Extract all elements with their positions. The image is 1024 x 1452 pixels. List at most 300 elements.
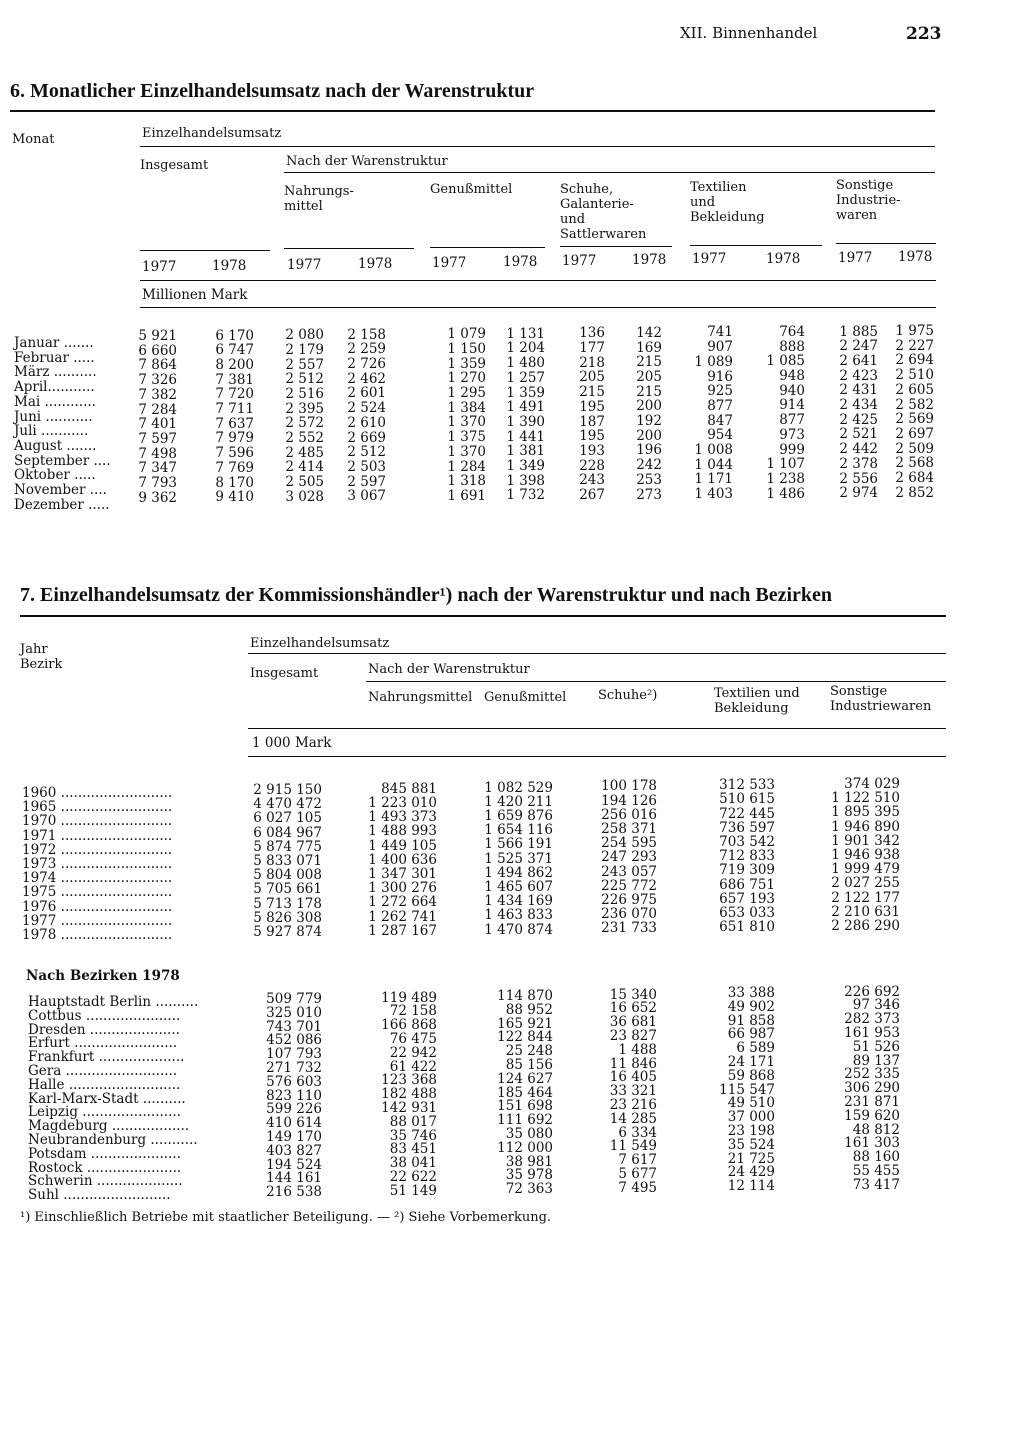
t7-cell: 194 524 (266, 1156, 322, 1173)
t6-cell: 1 390 (506, 413, 545, 430)
t6-row-label: November .... (14, 482, 107, 498)
t6-cell: 1 238 (766, 470, 805, 487)
t6-col-genuss: Genußmittel (430, 182, 513, 197)
t7-cell: 35 524 (727, 1136, 775, 1153)
t7-cell: 6 589 (736, 1040, 775, 1057)
t6-rule-y1 (140, 250, 270, 251)
t6-col-sonstige: Sonstige Industrie- waren (836, 178, 901, 223)
t7-col-nach: Nach der Warenstruktur (368, 662, 530, 677)
t7-cell: 719 309 (719, 862, 775, 879)
t6-cell: 228 (579, 457, 605, 474)
t6-cell: 200 (636, 427, 662, 444)
t6-cell: 948 (779, 368, 805, 385)
t7-cell: 225 772 (601, 877, 657, 894)
t6-row-label: Juni ........... (14, 408, 93, 425)
t6-cell: 1 318 (447, 473, 486, 490)
t7-cell: 231 871 (844, 1093, 900, 1110)
t7-cell: 165 921 (497, 1015, 553, 1032)
t6-cell: 7 401 (138, 416, 177, 433)
t7-cell: 151 698 (497, 1098, 553, 1115)
t7-cell: 61 422 (389, 1058, 437, 1075)
t6-cell: 195 (579, 428, 605, 445)
t7-col-jahr: Jahr Bezirk (20, 642, 63, 672)
t7-cell: 1 901 342 (831, 832, 900, 849)
t6-year-1978: 1978 (632, 252, 667, 268)
t6-cell: 7 596 (215, 445, 254, 462)
t7-cell: 112 000 (497, 1139, 553, 1156)
t7-cell: 1 525 371 (484, 850, 553, 867)
t6-cell: 2 158 (347, 326, 386, 343)
t7-bezirk-label: Frankfurt .................... (28, 1049, 185, 1066)
t6-cell: 1 384 (447, 399, 486, 416)
t6-rule-years (140, 280, 936, 281)
page-number: 223 (906, 24, 942, 44)
t6-cell: 1 381 (506, 443, 545, 460)
t6-cell: 6 747 (215, 342, 254, 359)
t6-cell: 2 601 (347, 385, 386, 402)
t7-cell: 6 334 (618, 1124, 657, 1141)
t6-cell: 1 486 (766, 485, 805, 502)
t7-cell: 6 084 967 (253, 824, 322, 841)
t7-rule-group (248, 653, 946, 654)
t6-cell: 877 (707, 397, 733, 414)
t6-cell: 267 (579, 487, 605, 503)
t6-cell: 215 (579, 384, 605, 401)
t7-cell: 149 170 (266, 1129, 322, 1145)
t7-cell: 6 027 105 (253, 810, 322, 827)
t7-cell: 1 272 664 (368, 894, 437, 911)
t6-cell: 253 (636, 471, 662, 488)
t7-cell: 5 874 775 (253, 838, 322, 855)
t6-cell: 9 410 (215, 489, 254, 506)
t7-cell: 1 494 862 (484, 864, 553, 881)
t7-cell: 1 493 373 (368, 809, 437, 826)
t7-cell: 15 340 (609, 986, 657, 1003)
t7-year-label: 1965 .......................... (22, 799, 173, 816)
t7-cell: 33 388 (727, 985, 775, 1001)
t7-cell: 712 833 (719, 848, 775, 865)
t7-cell: 216 538 (266, 1184, 322, 1201)
t7-cell: 161 303 (844, 1135, 900, 1152)
t7-year-label: 1972 .......................... (22, 841, 173, 858)
t6-cell: 907 (707, 339, 733, 356)
table6-top-rule (10, 110, 935, 112)
t7-cell: 35 080 (505, 1126, 553, 1142)
t6-cell: 242 (636, 457, 662, 474)
t7-cell: 23 216 (609, 1096, 657, 1113)
t7-cell: 89 137 (852, 1052, 900, 1069)
t6-cell: 2 431 (839, 382, 878, 399)
t7-cell: 5 705 661 (253, 881, 322, 898)
t7-cell: 282 373 (844, 1011, 900, 1028)
t7-col-group: Einzelhandelsumsatz (250, 636, 390, 651)
t6-cell: 7 597 (138, 430, 177, 447)
t7-year-label: 1970 .......................... (22, 813, 173, 830)
t6-cell: 142 (636, 324, 662, 341)
t7-cell: 115 547 (719, 1081, 775, 1098)
t7-cell: 5 677 (618, 1165, 657, 1182)
t7-cell: 24 171 (727, 1054, 775, 1070)
t7-bezirk-label: Hauptstadt Berlin .......... (28, 994, 199, 1010)
t6-rule-nach (284, 172, 935, 173)
t7-cell: 743 701 (266, 1018, 322, 1035)
t6-cell: 2 582 (895, 396, 934, 413)
t7-year-label: 1976 .......................... (22, 898, 173, 915)
t6-row-label: September .... (14, 452, 111, 469)
t7-cell: 12 114 (727, 1178, 775, 1195)
t7-cell: 36 681 (609, 1014, 657, 1031)
t6-cell: 7 793 (138, 475, 177, 491)
t7-cell: 91 858 (727, 1012, 775, 1029)
t6-cell: 1 295 (447, 385, 486, 401)
t6-cell: 193 (579, 442, 605, 459)
t6-year-1977: 1977 (692, 251, 727, 267)
t7-cell: 657 193 (719, 890, 775, 907)
t7-cell: 16 405 (609, 1069, 657, 1086)
t7-cell: 185 464 (497, 1084, 553, 1101)
t7-cell: 1 946 890 (831, 818, 900, 835)
t6-cell: 2 697 (895, 425, 934, 442)
t6-cell: 1 370 (447, 414, 486, 431)
t6-cell: 2 556 (839, 470, 878, 487)
t6-rule-unit (140, 307, 936, 308)
t6-cell: 2 568 (895, 455, 934, 472)
t6-cell: 1 480 (506, 355, 545, 372)
t6-row-label: April........... (14, 379, 95, 396)
t6-col-nach: Nach der Warenstruktur (286, 154, 448, 169)
t7-cell: 35 978 (505, 1167, 553, 1184)
t7-cell: 7 617 (618, 1152, 657, 1169)
t6-year-1977: 1977 (432, 255, 467, 271)
table7-title: 7. Einzelhandelsumsatz der Kommissionshändler¹) nach der Warenstruktur und nach Bezirken (20, 584, 833, 606)
t7-bezirke-heading: Nach Bezirken 1978 (26, 968, 180, 984)
t6-col-nahrung: Nahrungs- mittel (284, 184, 354, 214)
t6-cell: 2 605 (895, 381, 934, 398)
t6-cell: 2 524 (347, 400, 386, 417)
t6-cell: 1 131 (506, 325, 545, 342)
t6-row-label: Mai ............ (14, 393, 96, 410)
t7-cell: 374 029 (844, 776, 900, 792)
t6-cell: 273 (636, 486, 662, 503)
t6-cell: 7 864 (138, 357, 177, 374)
t6-cell: 1 359 (447, 355, 486, 372)
t6-cell: 2 974 (839, 485, 878, 502)
t6-cell: 2 557 (285, 356, 324, 373)
t6-cell: 1 403 (694, 486, 733, 503)
t7-rule-colhead (248, 728, 946, 729)
t6-year-1977: 1977 (838, 250, 873, 266)
t7-cell: 5 826 308 (253, 909, 322, 926)
t6-col-schuhe: Schuhe, Galanterie- und Sattlerwaren (560, 182, 647, 242)
t6-cell: 2 080 (285, 327, 324, 344)
t7-bezirk-label: Gera .......................... (28, 1063, 178, 1079)
t6-cell: 2 569 (895, 411, 934, 428)
t6-rule-y4 (560, 246, 672, 247)
t6-cell: 1 398 (506, 472, 545, 489)
t7-cell: 1 434 169 (484, 893, 553, 910)
t6-cell: 2 485 (285, 444, 324, 461)
t7-cell: 111 692 (497, 1112, 553, 1129)
t7-cell: 73 417 (852, 1176, 900, 1193)
t7-cell: 1 654 116 (484, 822, 553, 839)
t7-cell: 38 981 (505, 1153, 553, 1170)
t6-cell: 5 921 (138, 328, 177, 344)
t6-cell: 7 979 (215, 430, 254, 447)
t7-cell: 83 451 (389, 1141, 437, 1158)
t6-cell: 2 414 (285, 459, 324, 476)
t7-cell: 410 614 (266, 1115, 322, 1132)
t6-year-1978: 1978 (212, 258, 247, 274)
t6-row-label: März .......... (14, 364, 97, 381)
t7-cell: 85 156 (505, 1057, 553, 1073)
t7-cell: 122 844 (497, 1029, 553, 1046)
t7-bezirk-label: Neubrandenburg ........... (28, 1132, 198, 1148)
t7-cell: 510 615 (719, 791, 775, 808)
t7-col-insgesamt: Insgesamt (250, 666, 319, 681)
t6-cell: 1 441 (506, 428, 545, 445)
t7-cell: 252 335 (844, 1066, 900, 1083)
t7-cell: 161 953 (844, 1024, 900, 1041)
t6-row-label: August ....... (14, 437, 97, 454)
t6-cell: 1 349 (506, 458, 545, 475)
t7-bezirk-label: Rostock ...................... (28, 1159, 182, 1176)
t7-rule-nach (366, 681, 946, 682)
t7-cell: 1 465 607 (484, 879, 553, 895)
t6-cell: 243 (579, 472, 605, 489)
t7-year-label: 1977 .......................... (22, 912, 173, 929)
t7-cell: 1 400 636 (368, 851, 437, 868)
t7-year-label: 1960 .......................... (22, 785, 173, 801)
t6-rule-y3 (430, 247, 545, 248)
t7-cell: 236 070 (601, 906, 657, 923)
t7-bezirk-label: Magdeburg .................. (28, 1118, 190, 1135)
t7-cell: 48 812 (852, 1121, 900, 1138)
t7-cell: 5 804 008 (253, 867, 322, 884)
t6-rule-y2 (284, 248, 414, 249)
t7-cell: 2 122 177 (831, 889, 900, 906)
t6-cell: 1 044 (694, 456, 733, 473)
t6-cell: 2 227 (895, 337, 934, 354)
t6-row-label: Januar ....... (14, 335, 94, 351)
t7-cell: 256 016 (601, 806, 657, 823)
t7-cell: 736 597 (719, 819, 775, 836)
t7-cell: 403 827 (266, 1142, 322, 1159)
t6-cell: 914 (779, 397, 805, 414)
t7-cell: 38 041 (389, 1155, 437, 1172)
t6-unit: Millionen Mark (142, 287, 248, 303)
t7-bezirk-label: Potsdam ..................... (28, 1145, 181, 1162)
t6-cell: 1 691 (447, 487, 486, 504)
t7-cell: 1 223 010 (368, 795, 437, 811)
t6-cell: 1 008 (694, 442, 733, 458)
t6-cell: 2 442 (839, 441, 878, 458)
t6-cell: 2 247 (839, 338, 878, 355)
t6-cell: 999 (779, 441, 805, 458)
t6-cell: 169 (636, 339, 662, 356)
t6-cell: 7 769 (215, 459, 254, 476)
t7-cell: 142 931 (381, 1099, 437, 1116)
t7-cell: 72 158 (389, 1003, 437, 1020)
t7-cell: 22 942 (389, 1044, 437, 1061)
t7-cell: 243 057 (601, 863, 657, 880)
t6-cell: 192 (636, 413, 662, 430)
t7-rule-unit (248, 756, 946, 757)
t7-cell: 72 363 (505, 1181, 553, 1198)
t7-cell: 226 692 (844, 983, 900, 1000)
t6-cell: 1 085 (766, 353, 805, 370)
t7-cell: 1 420 211 (484, 793, 553, 810)
t6-cell: 1 257 (506, 369, 545, 386)
t6-cell: 916 (707, 368, 733, 385)
t7-cell: 23 198 (727, 1123, 775, 1139)
t6-cell: 1 885 (839, 323, 878, 340)
t7-col-genuss: Genußmittel (484, 690, 567, 705)
t7-cell: 1 449 105 (368, 837, 437, 854)
t6-cell: 6 660 (138, 342, 177, 359)
t7-cell: 4 470 472 (253, 796, 322, 813)
t7-cell: 166 868 (381, 1017, 437, 1034)
t6-cell: 925 (707, 383, 733, 400)
t7-bezirk-label: Erfurt ........................ (28, 1035, 178, 1052)
t6-cell: 215 (636, 354, 662, 371)
t6-cell: 7 381 (215, 371, 254, 388)
t7-cell: 49 902 (727, 998, 775, 1015)
t7-cell: 258 371 (601, 821, 657, 837)
t6-row-label: Februar ..... (14, 349, 95, 366)
t7-cell: 23 827 (609, 1027, 657, 1044)
t6-cell: 2 434 (839, 397, 878, 413)
t7-cell: 2 915 150 (253, 782, 322, 798)
t7-cell: 1 659 876 (484, 808, 553, 824)
t7-cell: 5 833 071 (253, 853, 322, 869)
t6-year-1978: 1978 (766, 251, 801, 267)
t7-bezirk-label: Suhl ......................... (28, 1187, 171, 1204)
t6-cell: 1 079 (447, 326, 486, 343)
t7-cell: 1 488 (618, 1041, 657, 1058)
t7-cell: 124 627 (497, 1070, 553, 1087)
t6-cell: 3 028 (285, 488, 324, 505)
t7-cell: 5 713 178 (253, 895, 322, 912)
t6-cell: 6 170 (215, 327, 254, 344)
t7-cell: 7 495 (618, 1179, 657, 1196)
t6-cell: 2 694 (895, 352, 934, 369)
t6-row-label: Dezember ..... (14, 496, 110, 513)
t7-cell: 114 870 (497, 988, 553, 1004)
t7-cell: 97 346 (852, 997, 900, 1014)
t7-cell: 182 488 (381, 1086, 437, 1103)
t7-cell: 845 881 (381, 780, 437, 797)
t6-year-1977: 1977 (142, 259, 177, 275)
t7-cell: 452 086 (266, 1032, 322, 1049)
t7-cell: 247 293 (601, 849, 657, 866)
t7-cell: 1 470 874 (484, 921, 553, 938)
t6-col-textil: Textilien und Bekleidung (690, 180, 765, 225)
t6-cell: 215 (636, 383, 662, 400)
t7-bezirk-label: Dresden ..................... (28, 1021, 180, 1038)
t7-cell: 599 226 (266, 1101, 322, 1118)
t6-cell: 1 975 (895, 323, 934, 340)
t6-cell: 1 204 (506, 340, 545, 357)
t7-cell: 76 475 (389, 1030, 437, 1047)
t6-cell: 847 (707, 412, 733, 429)
t7-cell: 100 178 (601, 778, 657, 795)
t7-bezirk-label: Schwerin .................... (28, 1173, 183, 1190)
t7-cell: 25 248 (505, 1043, 553, 1060)
t6-rule-y6 (836, 243, 936, 244)
t6-col-insgesamt: Insgesamt (140, 158, 209, 173)
t7-col-schuhe: Schuhe²) (598, 688, 658, 703)
table7-top-rule (20, 615, 946, 617)
t6-cell: 7 711 (215, 401, 254, 418)
t7-year-label: 1974 .......................... (22, 870, 173, 887)
t6-year-1978: 1978 (503, 254, 538, 270)
t7-cell: 1 082 529 (484, 779, 553, 796)
t6-cell: 7 326 (138, 372, 177, 389)
t7-cell: 1 347 301 (368, 866, 437, 882)
t6-col-group: Einzelhandelsumsatz (142, 126, 282, 141)
t7-footnote: ¹) Einschließlich Betriebe mit staatlicher Beteiligung. — ²) Siehe Vorbemerkung. (20, 1210, 552, 1225)
t6-cell: 7 382 (138, 386, 177, 403)
t7-cell: 159 620 (844, 1107, 900, 1124)
t7-col-sonstige: Sonstige Industriewaren (830, 684, 932, 714)
t6-cell: 2 505 (285, 474, 324, 491)
t6-cell: 2 597 (347, 473, 386, 490)
t7-cell: 11 846 (609, 1055, 657, 1072)
t6-cell: 2 462 (347, 370, 386, 387)
t7-cell: 1 287 167 (368, 922, 437, 939)
t6-rule-group (140, 146, 935, 147)
t6-cell: 9 362 (138, 489, 177, 506)
table6-title: 6. Monatlicher Einzelhandelsumsatz nach der Warenstruktur (10, 80, 535, 102)
t6-cell: 205 (636, 368, 662, 385)
t6-cell: 2 509 (895, 440, 934, 457)
t6-cell: 2 572 (285, 415, 324, 432)
t7-cell: 703 542 (719, 834, 775, 850)
t7-cell: 107 793 (266, 1046, 322, 1063)
t6-cell: 2 669 (347, 429, 386, 446)
t6-cell: 1 370 (447, 443, 486, 460)
t7-cell: 271 732 (266, 1060, 322, 1076)
t7-bezirk-label: Cottbus ...................... (28, 1007, 181, 1024)
t7-cell: 686 751 (719, 876, 775, 893)
t6-cell: 1 107 (766, 456, 805, 473)
t7-cell: 1 262 741 (368, 908, 437, 925)
t6-cell: 2 512 (285, 371, 324, 388)
t6-cell: 1 171 (694, 471, 733, 488)
t7-cell: 144 161 (266, 1170, 322, 1187)
t7-cell: 722 445 (719, 805, 775, 822)
t6-row-label: Juli ........... (14, 423, 89, 440)
t6-cell: 1 491 (506, 399, 545, 416)
t7-cell: 11 549 (609, 1138, 657, 1155)
t7-cell: 254 595 (601, 835, 657, 852)
t6-cell: 2 684 (895, 470, 934, 487)
t6-row-label: Oktober ..... (14, 467, 96, 484)
t7-cell: 22 622 (389, 1168, 437, 1185)
t6-cell: 2 516 (285, 385, 324, 402)
t7-cell: 325 010 (266, 1004, 322, 1021)
t7-year-label: 1978 .......................... (22, 927, 173, 943)
t7-bezirk-label: Halle .......................... (28, 1076, 181, 1093)
t7-cell: 509 779 (266, 991, 322, 1007)
t6-cell: 2 510 (895, 367, 934, 384)
t6-cell: 195 (579, 398, 605, 415)
t7-cell: 2 210 631 (831, 903, 900, 920)
t6-cell: 1 732 (506, 487, 545, 504)
t7-cell: 231 733 (601, 920, 657, 937)
t7-cell: 21 725 (727, 1150, 775, 1167)
t6-cell: 8 200 (215, 356, 254, 373)
